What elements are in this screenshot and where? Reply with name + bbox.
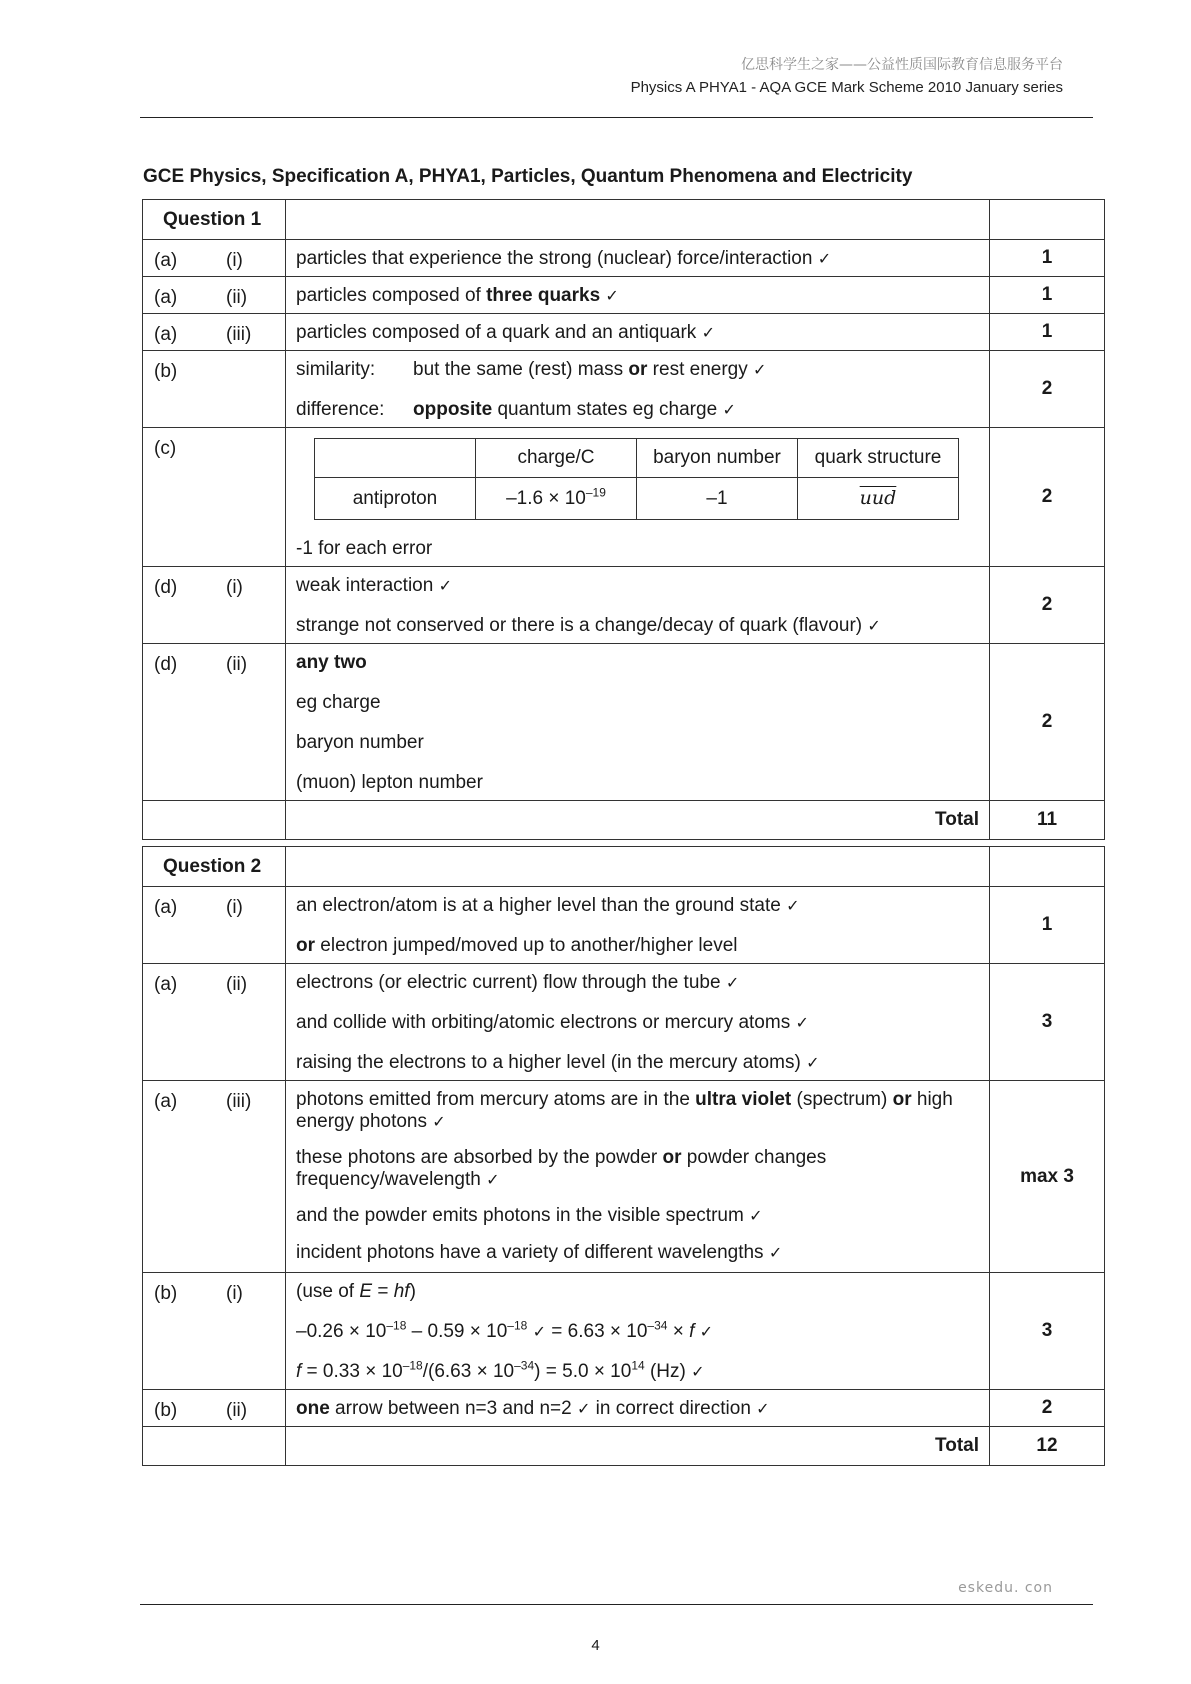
- table-row: (d) (i) weak interaction ✓ strange not conserved or there is a change/decay of quark (flavour) ✓ 2: [143, 567, 1105, 644]
- table-row: antiproton $-1.6 \times 10^{-19}$ –1 $\overline{uud}$: [315, 478, 959, 520]
- tick-icon: ✓: [486, 1170, 500, 1189]
- mark-cell: 2: [990, 351, 1105, 428]
- tick-icon: ✓: [722, 400, 736, 419]
- total-label: Total: [286, 801, 990, 840]
- mark-cell: 2: [990, 1390, 1105, 1427]
- table-row: charge/C baryon number quark structure: [315, 439, 959, 478]
- table-row: (d) (ii) any two eg charge baryon number (muon) lepton number 2: [143, 644, 1105, 801]
- tick-icon: ✓: [532, 1322, 546, 1341]
- answer-cell: any two eg charge baryon number (muon) lepton number: [286, 644, 990, 801]
- table-row: (a) (iii) particles composed of a quark and an antiquark ✓ 1: [143, 314, 1105, 351]
- table-row: (b) similarity: but the same (rest) mass or rest energy ✓ difference: opposite quantum states eg charge ✓ 2: [143, 351, 1105, 428]
- mark-cell: 2: [990, 428, 1105, 567]
- question-heading: Question 2: [143, 847, 286, 887]
- answer-cell: particles that experience the strong (nuclear) force/interaction ✓: [286, 240, 990, 277]
- answer-cell: electrons (or electric current) flow through the tube ✓ and collide with orbiting/atomic electrons or mercury atoms ✓ raising the electrons to a higher level (in the mercury atoms) ✓: [286, 964, 990, 1081]
- answer-cell: particles composed of a quark and an antiquark ✓: [286, 314, 990, 351]
- watermark-logo: eskedu. con: [958, 1580, 1053, 1596]
- table-row: (a) (i) an electron/atom is at a higher level than the ground state ✓ or electron jumped/moved up to another/higher level 1: [143, 887, 1105, 964]
- table-row: [143, 847, 1105, 887]
- tick-icon: ✓: [817, 249, 832, 268]
- tick-icon: ✓: [786, 896, 800, 915]
- table-row: (a) (ii) particles composed of three quarks ✓ 1: [143, 277, 1105, 314]
- tick-icon: ✓: [576, 1399, 591, 1418]
- tick-icon: ✓: [438, 576, 452, 595]
- footer-rule: [140, 1604, 1093, 1605]
- tick-icon: ✓: [749, 1206, 763, 1225]
- mark-cell: 3: [990, 964, 1105, 1081]
- mark-cell: 2: [990, 567, 1105, 644]
- answer-cell: (use of E = hf) $-0.26 \times 10^{-18} - 0.59 \times 10^{-18}$ ✓ = $6.63 \times 10^{-34} \times f$ ✓ $f = 0.33 \times 10^{-18}/(6.63 \times 10^{-34}) = 5.0 \times 10^{14}$ (Hz) ✓: [286, 1273, 990, 1390]
- mark-cell: 2: [990, 644, 1105, 801]
- table-row: (b) (i) (use of E = hf) $-0.26 \times 10^{-18} - 0.59 \times 10^{-18}$ ✓ = $6.63 \times 10^{-34} \times f$ ✓ $f = 0.33 \times 10^{-18}/(6.63 \times 10^{-34}) = 5.0 \times 10^{14}$ (Hz) ✓ 3: [143, 1273, 1105, 1390]
- equation-line-1: $-0.26 \times 10^{-18} - 0.59 \times 10^{-18}$ ✓ = $6.63 \times 10^{-34} \times f$ ✓: [296, 1318, 714, 1342]
- header-rule: [140, 117, 1093, 118]
- table-row: [143, 1427, 1105, 1466]
- answer-cell: similarity: but the same (rest) mass or rest energy ✓ difference: opposite quantum states eg charge ✓: [286, 351, 990, 428]
- question-heading: Question 1: [143, 200, 286, 240]
- tick-icon: ✓: [699, 1322, 714, 1341]
- question-1-table: [142, 199, 1105, 840]
- tick-icon: ✓: [867, 616, 881, 635]
- table-row: (b) (ii) one arrow between n=3 and n=2 ✓ in correct direction ✓ 2: [143, 1390, 1105, 1427]
- document-title: GCE Physics, Specification A, PHYA1, Particles, Quantum Phenomena and Electricity: [143, 166, 913, 187]
- tick-icon: ✓: [701, 323, 715, 342]
- equation-line-2: $f = 0.33 \times 10^{-18}/(6.63 \times 10^{-34}) = 5.0 \times 10^{14}$ (Hz) ✓: [296, 1358, 705, 1382]
- mark-cell: 1: [990, 277, 1105, 314]
- table-row: [143, 801, 1105, 840]
- table-row: (a) (ii) electrons (or electric current) flow through the tube ✓ and collide with orbiting/atomic electrons or mercury atoms ✓ raising the electrons to a higher level (in the mercury atoms) ✓ 3: [143, 964, 1105, 1081]
- answer-cell: [286, 428, 990, 567]
- marking-note: -1 for each error: [296, 538, 433, 559]
- answer-cell: particles composed of three quarks ✓: [286, 277, 990, 314]
- tick-icon: ✓: [806, 1053, 820, 1072]
- antiproton-table: [314, 438, 959, 520]
- header-chinese-line: 亿思科学生之家——公益性质国际教育信息服务平台: [741, 57, 1063, 73]
- tick-icon: ✓: [725, 973, 740, 992]
- answer-cell: photons emitted from mercury atoms are in the ultra violet (spectrum) or high energy photons ✓ these photons are absorbed by the powder or powder changes frequency/wavelength ✓ and the powder emits photons in the visible spectrum ✓ incident photons have a variety of different wavelengths ✓: [286, 1081, 990, 1273]
- tick-icon: ✓: [691, 1362, 705, 1381]
- question-2-table: [142, 846, 1105, 1466]
- mark-cell: 1: [990, 887, 1105, 964]
- answer-cell: weak interaction ✓ strange not conserved or there is a change/decay of quark (flavour) ✓: [286, 567, 990, 644]
- mark-cell: 1: [990, 314, 1105, 351]
- tick-icon: ✓: [756, 1399, 770, 1418]
- mark-cell: 3: [990, 1273, 1105, 1390]
- tick-icon: ✓: [753, 360, 767, 379]
- total-value: 11: [990, 801, 1105, 840]
- table-row: (c) charge/C baryon number quark structure antiproton $-1.6 \times 10^{-19}$ –1 $\overline{uud}$ -1 for each error 2: [143, 428, 1105, 567]
- table-row: (a) (iii) photons emitted from mercury atoms are in the ultra violet (spectrum) or high energy photons ✓ these photons are absorbed by the powder or powder changes frequency/wavelength ✓ and the powder emits photons in the visible spectrum ✓ incident photons have a variety of different wavelengths ✓ max 3: [143, 1081, 1105, 1273]
- tick-icon: ✓: [605, 286, 619, 305]
- tick-icon: ✓: [768, 1243, 783, 1262]
- answer-cell: one arrow between n=3 and n=2 ✓ in correct direction ✓: [286, 1390, 990, 1427]
- quark-structure: $\overline{uud}$: [859, 487, 897, 509]
- table-row: [143, 200, 1105, 240]
- page-number: 4: [591, 1637, 600, 1654]
- tick-icon: ✓: [432, 1112, 446, 1131]
- table-row: (a) (i) particles that experience the strong (nuclear) force/interaction ✓ 1: [143, 240, 1105, 277]
- mark-cell: 1: [990, 240, 1105, 277]
- total-value: 12: [990, 1427, 1105, 1466]
- total-label: Total: [286, 1427, 990, 1466]
- mark-cell: max 3: [990, 1081, 1105, 1273]
- tick-icon: ✓: [795, 1013, 809, 1032]
- header-series-line: Physics A PHYA1 - AQA GCE Mark Scheme 2010 January series: [630, 79, 1063, 96]
- answer-cell: an electron/atom is at a higher level than the ground state ✓ or electron jumped/moved up to another/higher level: [286, 887, 990, 964]
